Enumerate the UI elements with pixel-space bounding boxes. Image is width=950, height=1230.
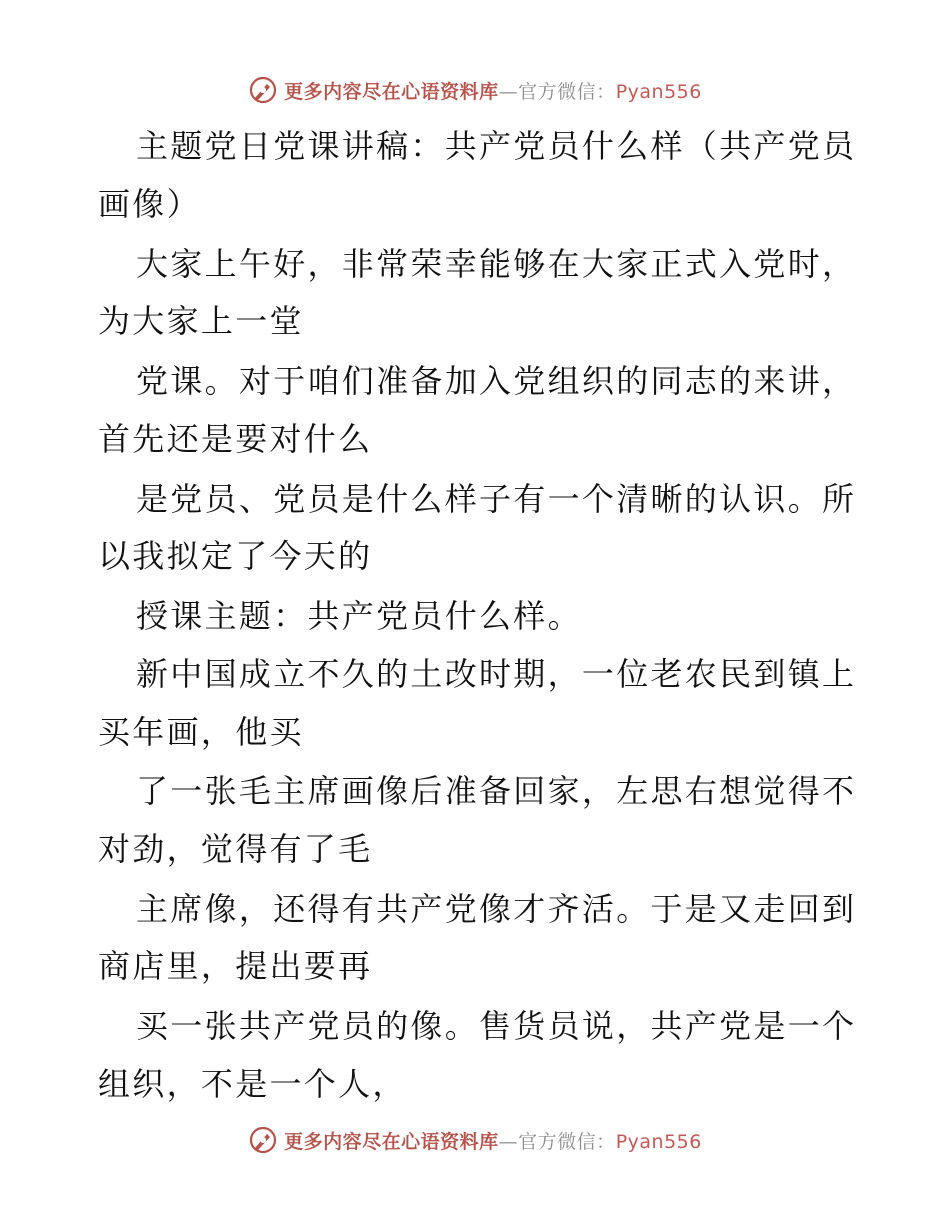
watermark-id: Pyan556 <box>615 1130 702 1153</box>
text-line: 党课。对于咱们准备加入党组织的同志的来讲， <box>136 362 857 400</box>
text-line: 了一张毛主席画像后准备回家，左思右想觉得不 <box>136 772 857 810</box>
text-line: 对劲，觉得有了毛 <box>98 830 373 868</box>
watermark-separator: — <box>498 1130 519 1153</box>
text-line: 以我拟定了今天的 <box>98 537 373 575</box>
title-line-1: 主题党日党课讲稿：共产党员什么样（共产党员 <box>136 127 857 165</box>
watermark-main: 更多内容尽在心语资料库 <box>284 1130 499 1153</box>
text-line: 组织，不是一个人， <box>98 1065 407 1103</box>
text-line: 新中国成立不久的土改时期，一位老农民到镇上 <box>136 655 857 693</box>
pen-circle-logo-icon <box>248 1125 278 1155</box>
watermark-text <box>284 77 702 104</box>
text-line: 授课主题：共产党员什么样。 <box>136 597 582 635</box>
header-watermark <box>0 72 950 108</box>
footer-watermark <box>0 1122 950 1158</box>
text-line: 买年画，他买 <box>98 713 304 751</box>
text-line: 主席像，还得有共产党像才齐活。于是又走回到 <box>136 890 857 928</box>
watermark-sub: 官方微信： <box>518 80 616 103</box>
text-line: 为大家上一堂 <box>98 302 304 340</box>
title-line-2: 画像） <box>98 185 201 223</box>
text-line: 大家上午好，非常荣幸能够在大家正式入党时， <box>136 245 857 283</box>
pen-circle-logo-icon <box>248 75 278 105</box>
watermark-separator: — <box>498 80 519 103</box>
watermark-id: Pyan556 <box>615 80 702 103</box>
text-line: 是党员、党员是什么样子有一个清晰的认识。所 <box>136 480 857 518</box>
watermark-text <box>284 1127 702 1154</box>
watermark-sub: 官方微信： <box>518 1130 616 1153</box>
text-line: 首先还是要对什么 <box>98 420 373 458</box>
text-line: 商店里，提出要再 <box>98 947 373 985</box>
watermark-main: 更多内容尽在心语资料库 <box>284 80 499 103</box>
text-line: 买一张共产党员的像。售货员说，共产党是一个 <box>136 1007 857 1045</box>
